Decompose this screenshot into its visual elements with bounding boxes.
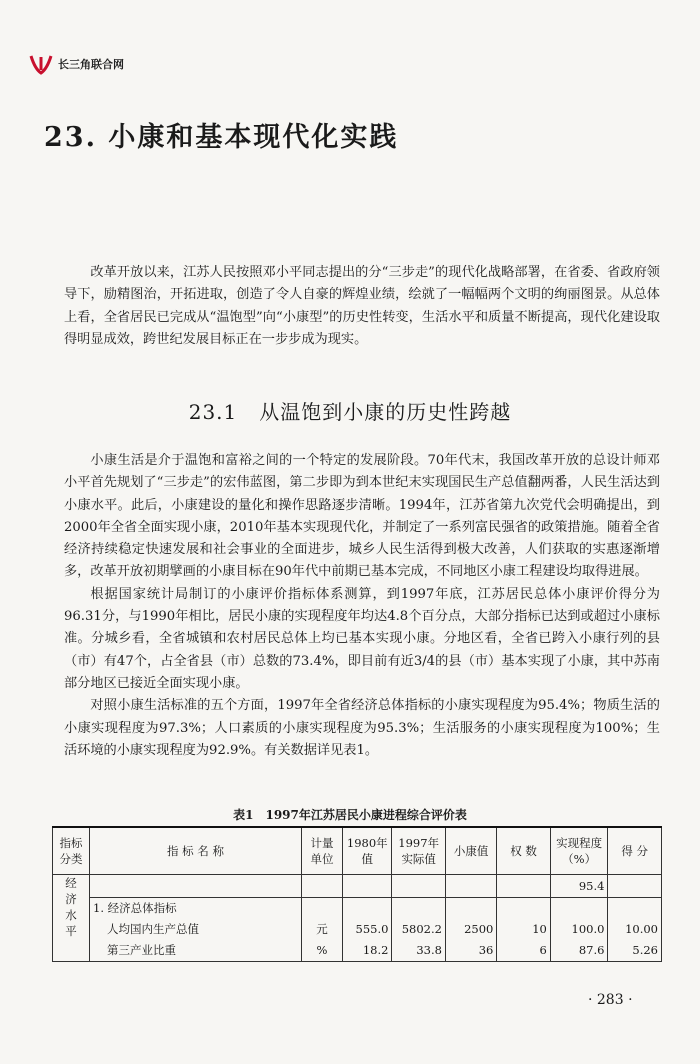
weight-value: 6 <box>539 943 547 957</box>
intro-section <box>64 262 660 351</box>
evaluation-table <box>52 826 662 962</box>
body-section <box>64 450 660 762</box>
unit-value: 元 <box>316 922 328 936</box>
empty-cell <box>90 875 302 898</box>
target-cell <box>445 898 496 962</box>
table-caption-title: 1997年江苏居民小康进程综合评价表 <box>265 808 467 822</box>
target-value: 36 <box>478 943 494 957</box>
unit-value: % <box>316 943 328 957</box>
body-paragraph: 对照小康生活标准的五个方面，1997年全省经济总体指标的小康实现程度为95.4%；物质生活的小康实现程度为97.3%；人口素质的小康实现程度为95.3%；生活服务的小康实现程度为100%；生活环境的小康实现程度为92.9%。有关数据详见表1。 <box>64 698 660 758</box>
page-number: · 283 · <box>588 992 633 1008</box>
empty-cell <box>392 875 445 898</box>
empty-cell <box>301 875 342 898</box>
header-rate: 实现程度（%） <box>550 827 608 875</box>
header-score: 得 分 <box>608 827 662 875</box>
indicator-name: 第三产业比重 <box>107 943 177 957</box>
weight-value: 10 <box>532 922 547 936</box>
header-indicator: 指 标 名 称 <box>90 827 302 875</box>
category-label: 经济水平 <box>65 876 77 938</box>
rate-cell <box>550 898 608 962</box>
table-header-row <box>53 827 662 875</box>
chapter-title: 23. 小康和基本现代化实践 <box>44 122 399 153</box>
unit-cell <box>301 898 342 962</box>
header-category: 指标分类 <box>53 827 90 875</box>
table-row <box>53 875 662 898</box>
value-1997: 5802.2 <box>401 922 442 936</box>
group-rate-cell: 95.4 <box>550 875 608 898</box>
indicator-name: 人均国内生产总值 <box>107 922 200 936</box>
rate-value: 100.0 <box>571 922 605 936</box>
section-title: 从温饱到小康的历史性跨越 <box>259 400 512 424</box>
logo-text: 长三角联合网 <box>58 58 124 71</box>
weight-cell <box>497 898 550 962</box>
empty-cell <box>497 875 550 898</box>
header-unit: 计量单位 <box>301 827 342 875</box>
empty-cell <box>343 875 392 898</box>
logo-icon <box>28 53 54 75</box>
score-cell <box>608 898 662 962</box>
value-1997: 33.8 <box>416 943 442 957</box>
section-number: 23.1 <box>188 400 238 424</box>
section-heading <box>0 396 700 425</box>
target-value: 2500 <box>464 922 494 936</box>
table-row <box>53 898 662 962</box>
intro-paragraph: 改革开放以来，江苏人民按照邓小平同志提出的分“三步走”的现代化战略部署，在省委、省政府领导下，励精图治，开拓进取，创造了令人自豪的辉煌业绩，绘就了一幅幅两个文明的绚丽图景。从总体上看，全省居民已完成从“温饱型”向“小康型”的历史性转变，生活水平和质量不断提高，现代化建设取得明显成效，跨世纪发展目标正在一步步成为现实。 <box>64 265 660 347</box>
body-paragraph: 根据国家统计局制订的小康评价指标体系测算，到1997年底，江苏居民总体小康评价得分为96.31分，与1990年相比，居民小康的实现程度年均达4.8个百分点，大部分指标已达到或超过小康标准。分城乡看，全省城镇和农村居民总体上均已基本实现小康。分地区看，全省已跨入小康行列的县（市）有47个，占全省县（市）总数的73.4%，即目前有近3/4的县（市）基本实现了小康，其中苏南部分地区已接近全面实现小康。 <box>64 586 660 691</box>
group-title: 1. 经济总体指标 <box>93 901 177 915</box>
value-1980: 18.2 <box>362 943 389 957</box>
header-1980: 1980年值 <box>343 827 392 875</box>
score-value: 5.26 <box>632 943 658 957</box>
header-weight: 权 数 <box>497 827 550 875</box>
empty-cell <box>608 875 662 898</box>
score-value: 10.00 <box>625 922 658 936</box>
table-caption <box>0 806 700 823</box>
category-cell <box>53 875 90 962</box>
indicator-cell <box>90 898 302 962</box>
site-header <box>28 53 124 75</box>
table-caption-label: 表1 <box>233 808 254 822</box>
empty-cell <box>445 875 496 898</box>
header-target: 小康值 <box>445 827 496 875</box>
value-1980: 555.0 <box>355 922 389 936</box>
body-paragraph: 小康生活是介于温饱和富裕之间的一个特定的发展阶段。70年代末，我国改革开放的总设计师邓小平首先规划了“三步走”的宏伟蓝图，第二步即为到本世纪末实现国民生产总值翻两番，人民生活达到小康水平。此后，小康建设的量化和操作思路逐步清晰。1994年，江苏省第九次党代会明确提出，到2000年全省全面实现小康，2010年基本实现现代化，并制定了一系列富民强省的政策措施。随着全省经济持续稳定快速发展和社会事业的全面进步，城乡人民生活得到极大改善，人们获取的实惠逐渐增多，改革开放初期擘画的小康目标在90年代中前期已基本完成，不同地区小康工程建设均取得进展。 <box>64 453 660 580</box>
header-1997: 1997年实际值 <box>392 827 445 875</box>
value-1997-cell <box>392 898 445 962</box>
rate-value: 87.6 <box>578 943 605 957</box>
value-1980-cell <box>343 898 392 962</box>
